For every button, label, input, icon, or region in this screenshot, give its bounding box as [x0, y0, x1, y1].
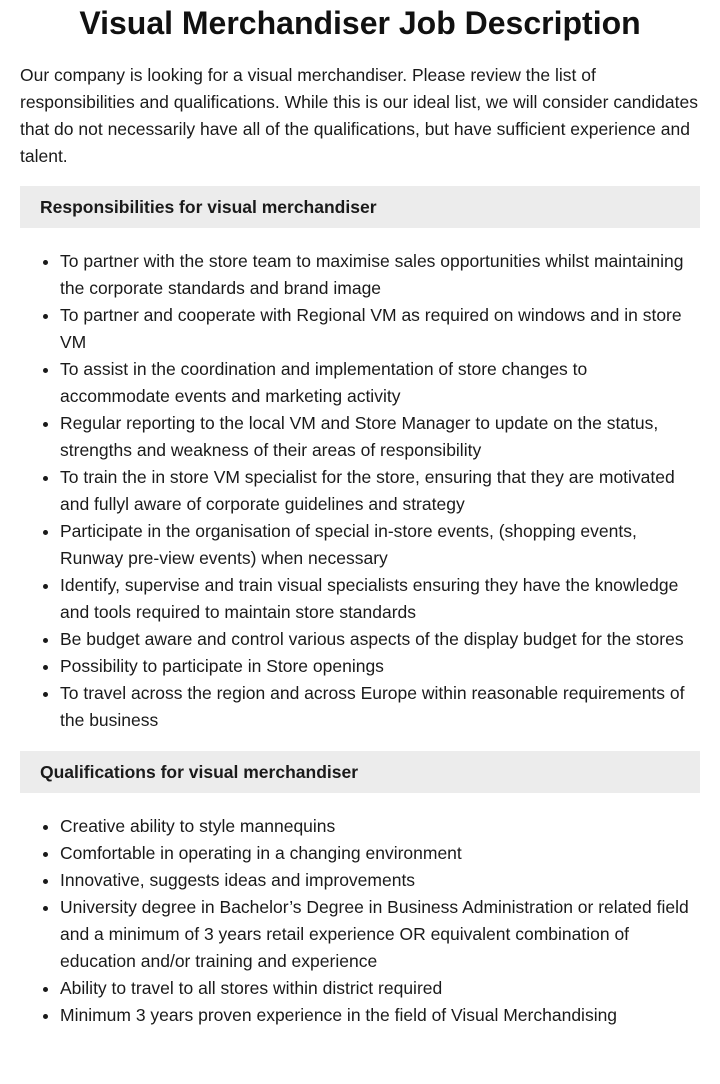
intro-paragraph: Our company is looking for a visual merchandiser. Please review the list of responsibilities and qualifications. While this is our ideal list, we will consider candidates that do not necessarily have all of the qualifications, but have sufficient experience and talent.: [20, 65, 698, 166]
qualifications-list: [20, 813, 700, 1029]
responsibilities-heading: Responsibilities for visual merchandiser: [20, 186, 700, 228]
list-item: • Creative ability to style mannequins: [60, 813, 700, 840]
list-item: • Comfortable in operating in a changing environment: [60, 840, 700, 867]
list-item: • To assist in the coordination and implementation of store changes to accommodate events and marketing activity: [60, 356, 700, 410]
list-item: • Regular reporting to the local VM and Store Manager to update on the status, strengths and weakness of their areas of responsibility: [60, 410, 700, 464]
list-item: • Ability to travel to all stores within district required: [60, 975, 700, 1002]
page-title: Visual Merchandiser Job Description: [79, 5, 641, 41]
list-item: • To partner and cooperate with Regional VM as required on windows and in store VM: [60, 302, 700, 356]
list-item: • Identify, supervise and train visual specialists ensuring they have the knowledge and tools required to maintain store standards: [60, 572, 700, 626]
list-item: • To partner with the store team to maximise sales opportunities whilst maintaining the corporate standards and brand image: [60, 248, 700, 302]
list-item: • To travel across the region and across Europe within reasonable requirements of the business: [60, 680, 700, 734]
list-item: • Minimum 3 years proven experience in the field of Visual Merchandising: [60, 1002, 700, 1029]
list-item: • University degree in Bachelor’s Degree in Business Administration or related field and a minimum of 3 years retail experience OR equivalent combination of education and/or training and experience: [60, 894, 700, 975]
list-item: • Participate in the organisation of special in-store events, (shopping events, Runway pre-view events) when necessary: [60, 518, 700, 572]
list-item: • Be budget aware and control various aspects of the display budget for the stores: [60, 626, 700, 653]
responsibilities-list: [20, 248, 700, 734]
list-item: • Innovative, suggests ideas and improvements: [60, 867, 700, 894]
list-item: • To train the in store VM specialist for the store, ensuring that they are motivated and fullyl aware of corporate guidelines and strategy: [60, 464, 700, 518]
qualifications-heading: Qualifications for visual merchandiser: [20, 751, 700, 793]
list-item: • Possibility to participate in Store openings: [60, 653, 700, 680]
